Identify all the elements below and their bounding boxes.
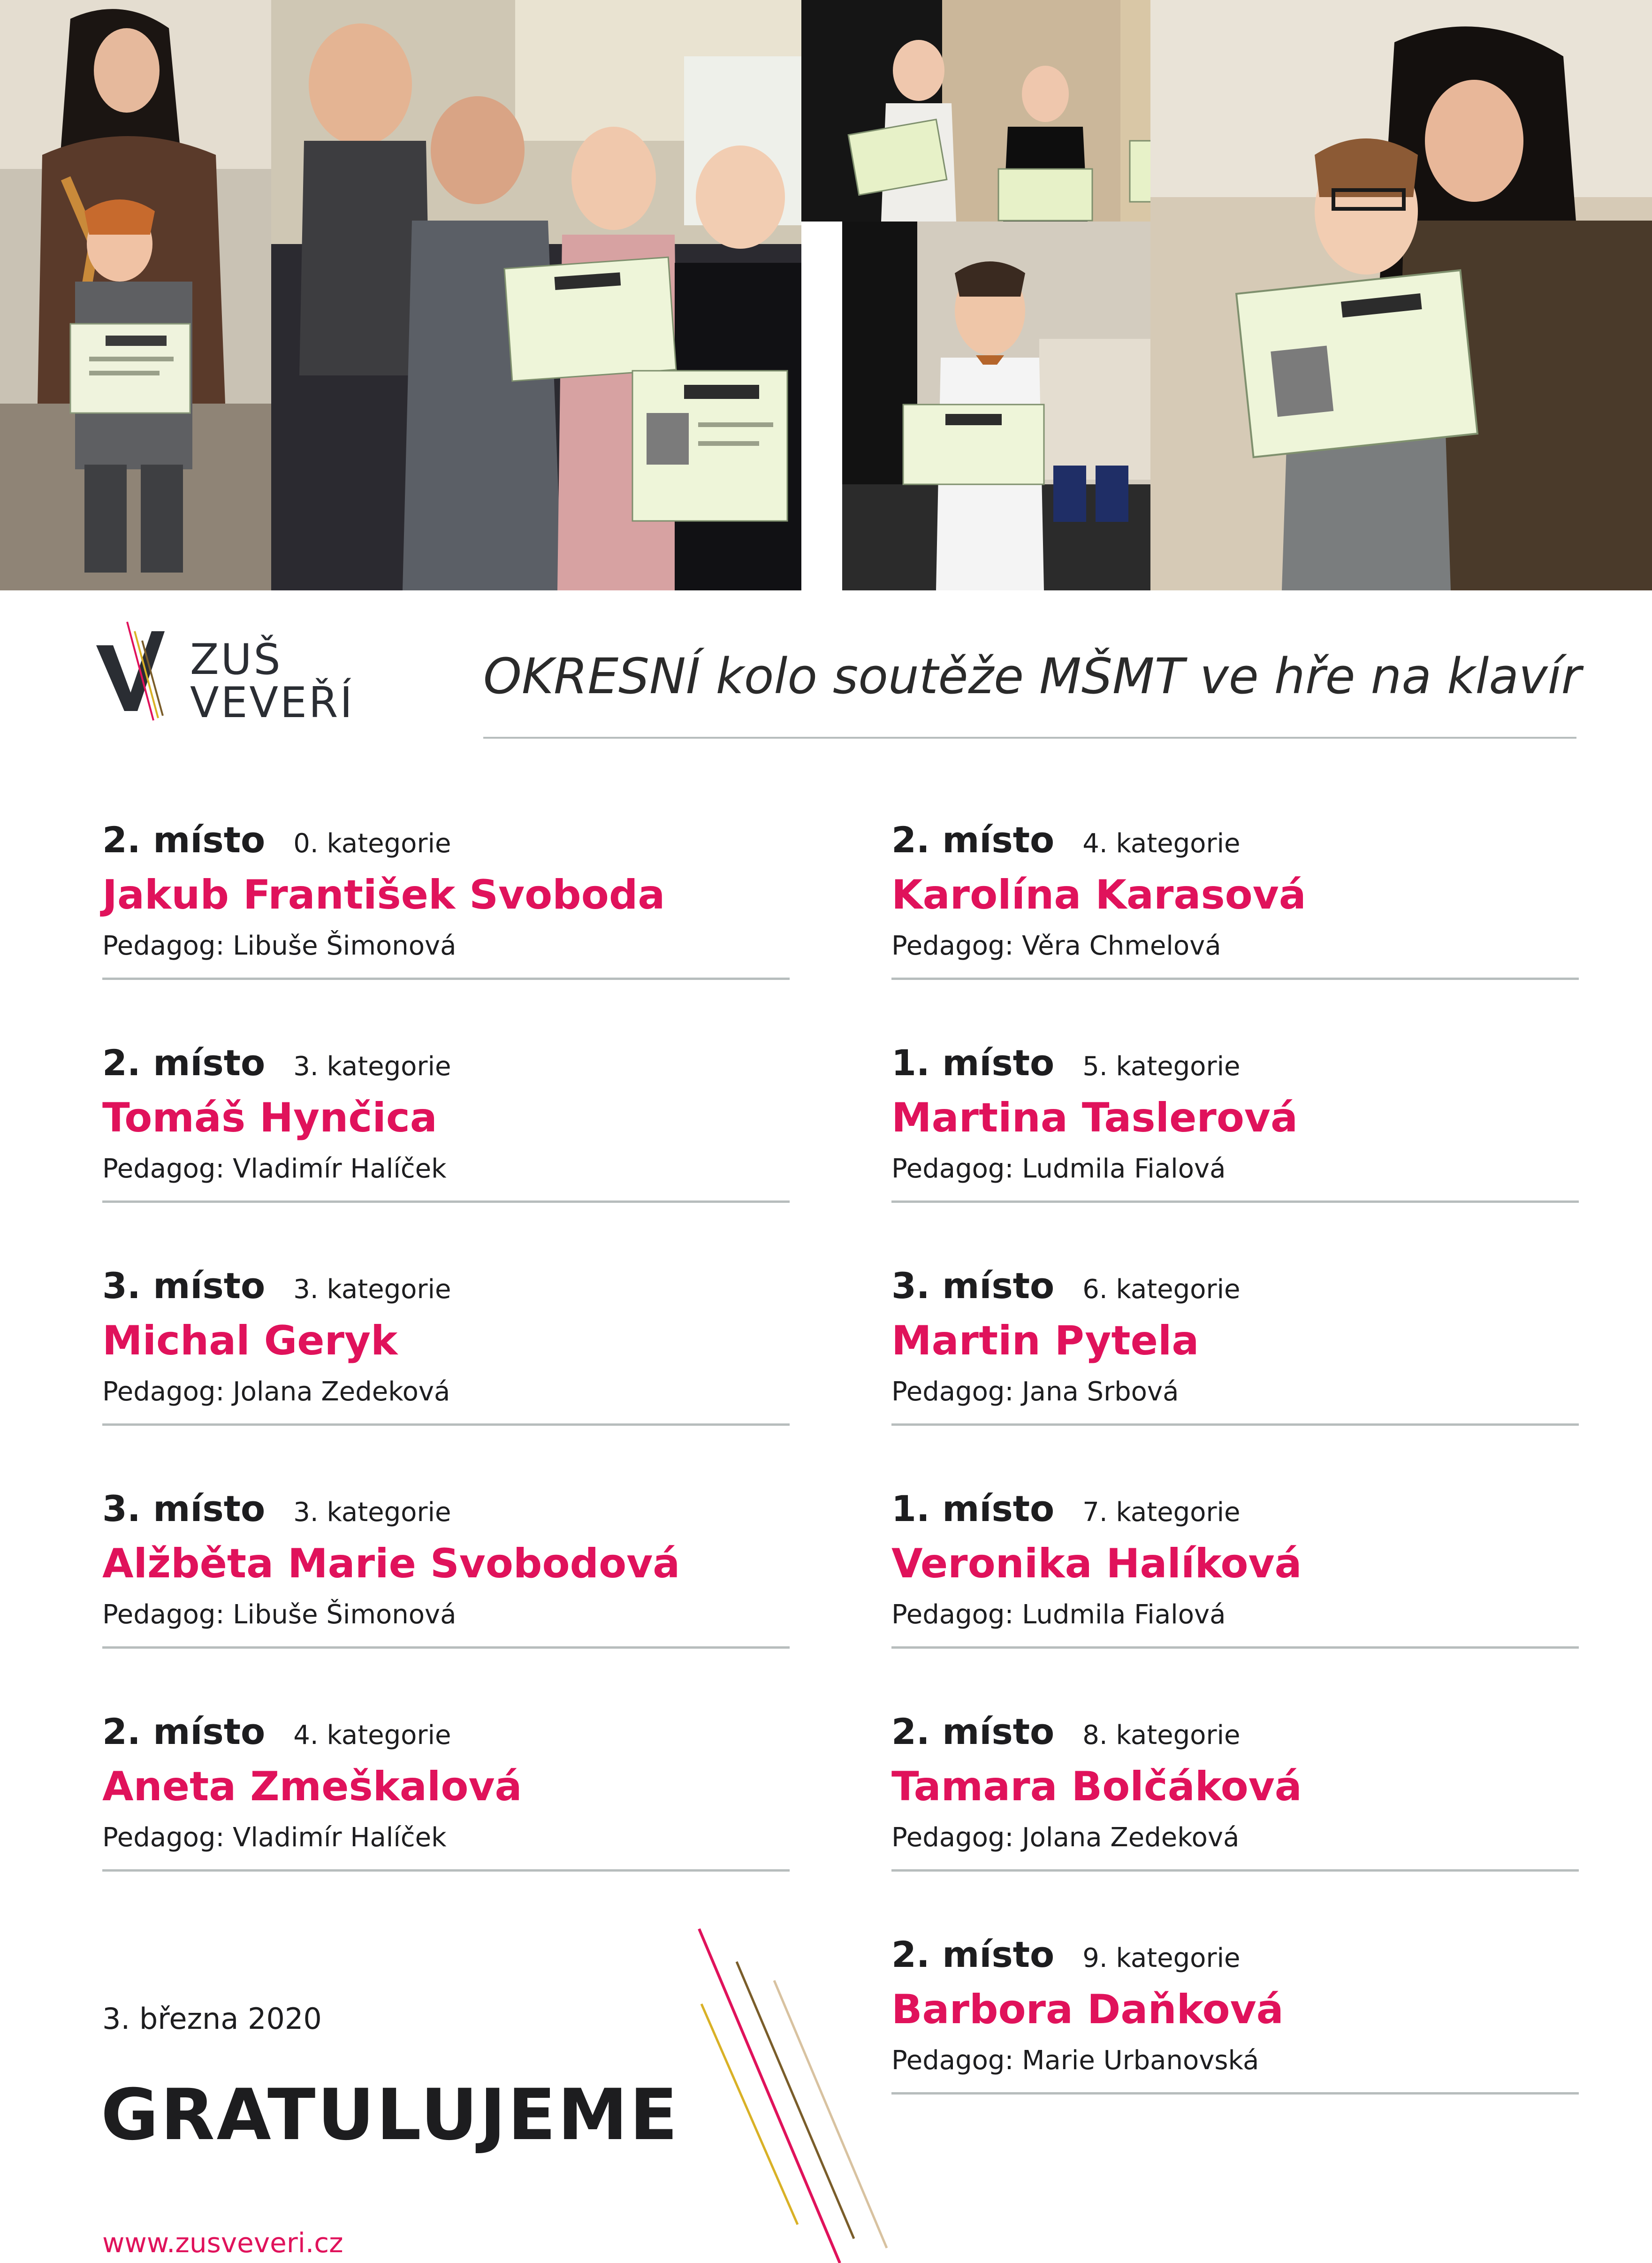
result-entry bbox=[102, 1265, 790, 1443]
page-title: OKRESNÍ kolo soutěže MŠMT ve hře na klavír bbox=[483, 648, 1582, 705]
student-name: Martina Taslerová bbox=[891, 1094, 1298, 1141]
student-name: Barbora Daňková bbox=[891, 1986, 1284, 2033]
category: 3. kategorie bbox=[293, 1497, 451, 1528]
category: 8. kategorie bbox=[1082, 1720, 1241, 1751]
placement: 3. místo bbox=[102, 1488, 266, 1529]
photo-girl-with-teacher bbox=[1150, 0, 1652, 590]
entry-divider bbox=[102, 978, 790, 980]
teacher-name: Pedagog: Jana Srbová bbox=[891, 1376, 1179, 1407]
photo-group-with-diplomas bbox=[271, 0, 801, 590]
category: 9. kategorie bbox=[1082, 1943, 1241, 1973]
student-name: Jakub František Svoboda bbox=[102, 872, 665, 918]
website-link[interactable]: www.zusveveri.cz bbox=[102, 2227, 343, 2259]
student-name: Aneta Zmeškalová bbox=[102, 1763, 522, 1810]
logo-mark-icon bbox=[96, 612, 190, 730]
category: 5. kategorie bbox=[1082, 1051, 1241, 1082]
result-entry bbox=[891, 1265, 1579, 1443]
result-entry bbox=[891, 1488, 1579, 1666]
category: 3. kategorie bbox=[293, 1274, 451, 1305]
result-entry bbox=[891, 1711, 1579, 1889]
category: 4. kategorie bbox=[293, 1720, 451, 1751]
placement: 2. místo bbox=[891, 1711, 1055, 1752]
deco-line-brown bbox=[737, 1962, 854, 2239]
result-entry bbox=[891, 819, 1579, 997]
entry-divider bbox=[891, 1423, 1579, 1426]
teacher-name: Pedagog: Vladimír Halíček bbox=[102, 1154, 447, 1184]
deco-line-gold bbox=[701, 2004, 798, 2225]
decorative-lines-icon bbox=[676, 1919, 910, 2263]
entry-divider bbox=[891, 1200, 1579, 1203]
entry-divider bbox=[891, 978, 1579, 980]
student-name: Michal Geryk bbox=[102, 1317, 398, 1364]
result-entry bbox=[102, 819, 790, 997]
category: 3. kategorie bbox=[293, 1051, 451, 1082]
teacher-name: Pedagog: Vladimír Halíček bbox=[102, 1822, 447, 1853]
entry-divider bbox=[891, 1646, 1579, 1649]
placement: 2. místo bbox=[102, 819, 266, 861]
category: 7. kategorie bbox=[1082, 1497, 1241, 1528]
placement: 1. místo bbox=[891, 1042, 1055, 1084]
result-entry bbox=[102, 1042, 790, 1220]
student-name: Veronika Halíková bbox=[891, 1540, 1302, 1587]
category: 0. kategorie bbox=[293, 828, 451, 859]
congratulations-heading: GRATULUJEME bbox=[101, 2074, 680, 2156]
placement: 3. místo bbox=[102, 1265, 266, 1307]
event-date: 3. března 2020 bbox=[102, 2002, 322, 2036]
result-entry bbox=[891, 1934, 1579, 2112]
photo-boy-with-bow-tie bbox=[842, 222, 1150, 590]
student-name: Martin Pytela bbox=[891, 1317, 1199, 1364]
teacher-name: Pedagog: Jolana Zedeková bbox=[891, 1822, 1240, 1853]
category: 4. kategorie bbox=[1082, 828, 1241, 859]
teacher-name: Pedagog: Věra Chmelová bbox=[891, 931, 1221, 961]
student-name: Alžběta Marie Svobodová bbox=[102, 1540, 680, 1587]
teacher-name: Pedagog: Ludmila Fialová bbox=[891, 1154, 1226, 1184]
teacher-name: Pedagog: Marie Urbanovská bbox=[891, 2045, 1259, 2076]
placement: 1. místo bbox=[891, 1488, 1055, 1529]
result-entry bbox=[102, 1711, 790, 1889]
logo-line-zus: ZUŠ bbox=[190, 635, 282, 684]
student-name: Tamara Bolčáková bbox=[891, 1763, 1302, 1810]
entry-divider bbox=[891, 1869, 1579, 1872]
result-entry bbox=[102, 1488, 790, 1666]
teacher-name: Pedagog: Libuše Šimonová bbox=[102, 1599, 457, 1630]
result-entry bbox=[891, 1042, 1579, 1220]
placement: 2. místo bbox=[102, 1042, 266, 1084]
placement: 2. místo bbox=[102, 1711, 266, 1752]
teacher-name: Pedagog: Ludmila Fialová bbox=[891, 1599, 1226, 1630]
deco-line-pink bbox=[699, 1929, 840, 2263]
entry-divider bbox=[102, 1200, 790, 1203]
entry-divider bbox=[891, 2092, 1579, 2095]
entry-divider bbox=[102, 1869, 790, 1872]
category: 6. kategorie bbox=[1082, 1274, 1241, 1305]
photo-teacher-and-young-boy bbox=[0, 0, 271, 590]
placement: 2. místo bbox=[891, 1934, 1055, 1975]
photo-band bbox=[0, 0, 1652, 590]
student-name: Tomáš Hynčica bbox=[102, 1094, 437, 1141]
entry-divider bbox=[102, 1646, 790, 1649]
placement: 2. místo bbox=[891, 819, 1055, 861]
header-divider bbox=[483, 737, 1576, 739]
logo-line-veveri: VEVEŘÍ bbox=[190, 678, 354, 727]
placement: 3. místo bbox=[891, 1265, 1055, 1307]
entry-divider bbox=[102, 1423, 790, 1426]
school-logo bbox=[96, 612, 378, 730]
student-name: Karolína Karasová bbox=[891, 872, 1306, 918]
teacher-name: Pedagog: Libuše Šimonová bbox=[102, 931, 457, 961]
teacher-name: Pedagog: Jolana Zedeková bbox=[102, 1376, 450, 1407]
